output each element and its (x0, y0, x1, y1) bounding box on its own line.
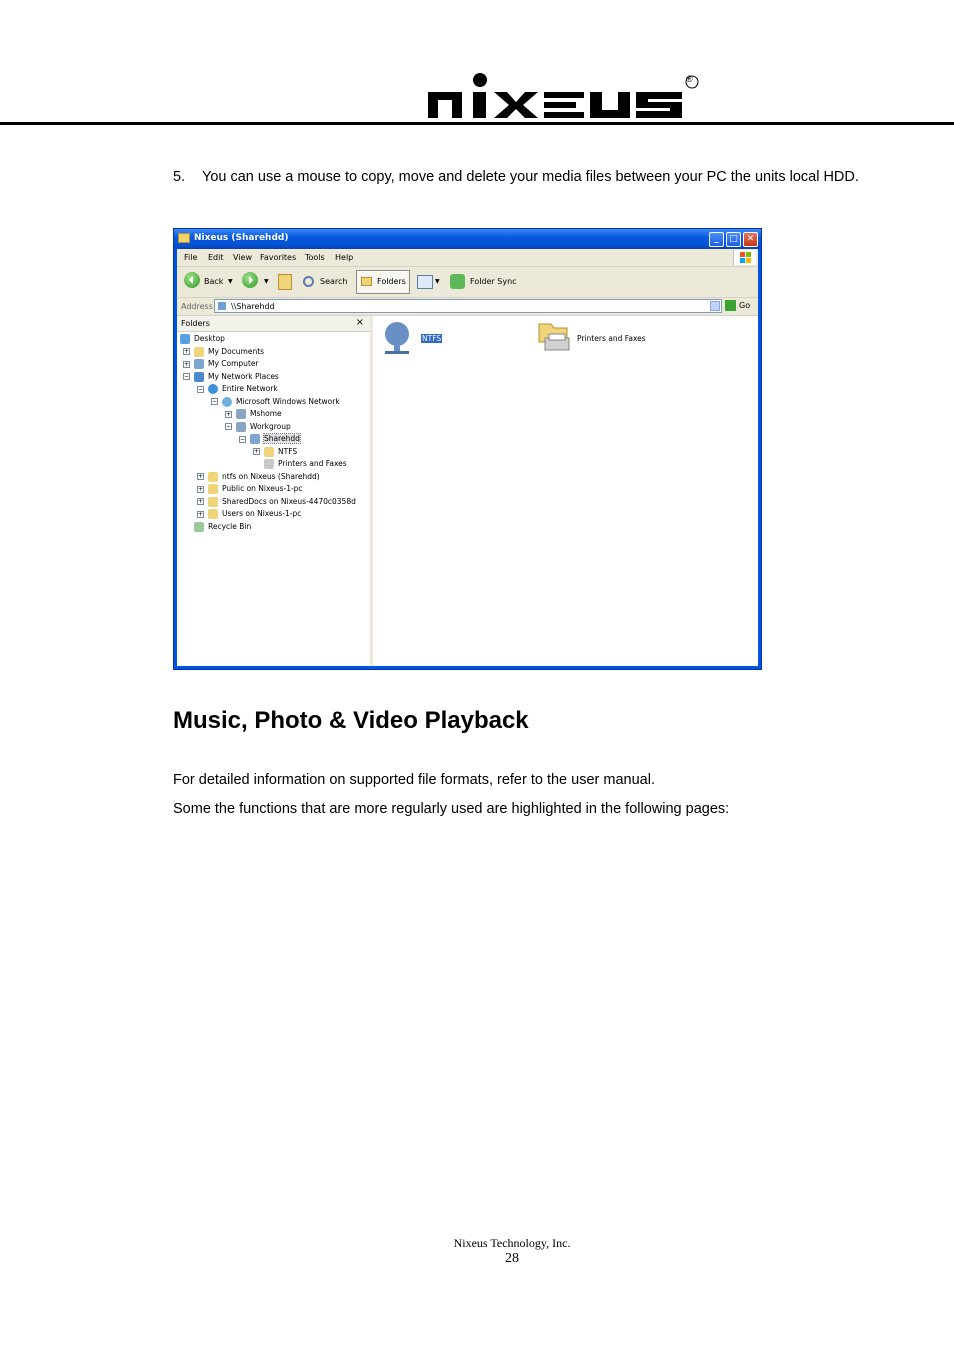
views-dropdown-icon[interactable]: ▼ (435, 278, 440, 285)
tree-item-workgroup[interactable] (225, 421, 291, 433)
maximize-button[interactable]: □ (726, 232, 741, 247)
tree-item-printers-and-faxes[interactable] (264, 458, 347, 470)
network-share-icon (208, 472, 218, 482)
tree-item-my-documents[interactable] (183, 346, 264, 358)
item-label: Printers and Faxes (577, 334, 646, 343)
address-dropdown-icon[interactable] (710, 301, 720, 311)
folder-icon (194, 347, 204, 357)
menu-view[interactable]: View (233, 253, 252, 262)
expand-icon[interactable]: + (184, 360, 190, 368)
tree-label: Sharehdd (264, 434, 300, 443)
contents-pane (373, 316, 758, 666)
tree-label: Workgroup (250, 421, 291, 431)
tree-label: ntfs on Nixeus (Sharehdd) (222, 471, 320, 481)
tree-item-sharehdd[interactable] (239, 433, 300, 445)
tree-label: SharedDocs on Nixeus-4470c0358d (222, 496, 356, 506)
printer-icon (537, 320, 571, 356)
tree-item-my-network-places[interactable] (183, 371, 279, 383)
title-bar[interactable] (174, 229, 761, 249)
tree-item-mshome[interactable] (225, 408, 282, 420)
toolbar (177, 267, 758, 298)
folders-icon (361, 277, 372, 286)
computer-icon (250, 434, 260, 444)
header-rule (0, 122, 954, 125)
address-bar (177, 298, 758, 316)
tree-label: Desktop (194, 334, 225, 343)
registered-mark: ® (686, 74, 693, 84)
explorer-window (173, 228, 762, 670)
tree-item-entire-network[interactable] (197, 383, 278, 395)
network-share-icon (208, 509, 218, 519)
tree-label: Microsoft Windows Network (236, 396, 340, 406)
shared-folder-icon (264, 447, 274, 457)
folders-button[interactable] (356, 270, 410, 294)
folder-sync-icon[interactable] (450, 274, 465, 289)
printer-icon (264, 459, 274, 469)
tree-label: My Documents (208, 346, 265, 356)
expand-icon[interactable]: + (198, 473, 204, 480)
step-paragraph (173, 163, 863, 192)
menu-favorites[interactable]: Favorites (260, 253, 297, 262)
expand-icon[interactable]: + (254, 448, 260, 455)
desktop-icon (180, 334, 190, 344)
menu-help[interactable]: Help (335, 253, 354, 262)
network-share-icon (208, 484, 218, 494)
tree-item-microsoft-windows-network[interactable] (211, 396, 340, 408)
back-arrow-icon[interactable] (184, 272, 200, 288)
section-paragraph-2: Some the functions that are more regularly used are highlighted in the following pages: (173, 801, 730, 817)
menu-bar (177, 249, 758, 267)
folders-pane (177, 316, 373, 666)
tree-item-ntfs[interactable] (253, 446, 297, 458)
tree-label: Mshome (250, 409, 282, 418)
computer-icon (194, 359, 204, 369)
address-input[interactable] (214, 299, 722, 313)
tree-label: Entire Network (222, 384, 278, 393)
tree-item-ntfs-on-nixeus[interactable] (197, 471, 320, 483)
tree-item-shareddocs[interactable] (197, 496, 356, 508)
folders-pane-title: Folders (181, 319, 210, 328)
folders-pane-header (177, 316, 370, 332)
go-label: Go (739, 301, 751, 310)
step-number: 5. (173, 169, 186, 185)
folder-icon (178, 233, 190, 243)
tree-item-recycle-bin[interactable] (194, 521, 251, 533)
section-paragraph-1: For detailed information on supported file formats, refer to the user manual. (173, 772, 655, 788)
collapse-icon[interactable]: − (226, 423, 232, 430)
tree-label: Printers and Faxes (278, 459, 347, 468)
expand-icon[interactable]: + (198, 498, 204, 505)
menu-edit[interactable]: Edit (208, 253, 224, 262)
expand-icon[interactable]: + (198, 510, 204, 518)
tree-label: My Computer (208, 359, 259, 368)
tree-item-desktop[interactable] (180, 333, 225, 345)
address-value: \\Sharehdd (231, 302, 275, 311)
folders-button-label: Folders (377, 277, 406, 286)
recycle-bin-icon (194, 522, 204, 532)
globe-icon (208, 384, 218, 394)
expand-icon[interactable]: + (198, 485, 204, 493)
tree-label: Users on Nixeus-1-pc (222, 509, 302, 518)
folder-sync-label[interactable]: Folder Sync (470, 277, 517, 286)
workgroup-icon (236, 422, 246, 432)
go-button[interactable] (725, 300, 750, 311)
collapse-icon[interactable]: − (198, 385, 204, 393)
close-pane-icon[interactable]: × (355, 317, 364, 328)
close-button[interactable]: ✕ (743, 232, 758, 247)
minimize-button[interactable]: _ (709, 232, 724, 247)
page-number: 28 (505, 1251, 519, 1266)
go-arrow-icon (725, 300, 736, 311)
search-button-label[interactable]: Search (320, 277, 348, 286)
footer-company: Nixeus Technology, Inc. (453, 1236, 571, 1250)
windows-network-icon (222, 397, 232, 407)
up-folder-icon[interactable] (278, 274, 292, 290)
window-title: Nixeus (Sharehdd) (194, 233, 289, 243)
back-button-label[interactable]: Back (204, 277, 224, 286)
nixeus-logo (424, 72, 700, 122)
tree-label: Recycle Bin (208, 521, 252, 531)
network-drive-icon (218, 302, 226, 310)
address-label: Address (181, 302, 213, 311)
item-label: NTFS (422, 334, 442, 343)
tree-label: NTFS (278, 446, 298, 456)
network-share-icon (381, 320, 415, 356)
workgroup-icon (236, 409, 246, 419)
tree-item-users-on-nixeus[interactable] (197, 508, 301, 520)
section-heading: Music, Photo & Video Playback (173, 707, 529, 734)
network-icon (194, 372, 204, 382)
forward-dropdown-icon[interactable]: ▼ (264, 278, 269, 285)
forward-arrow-icon[interactable] (242, 272, 258, 288)
step-text: You can use a mouse to copy, move and delete your media files between your PC the units local HDD. (202, 169, 859, 185)
collapse-icon[interactable]: − (184, 373, 190, 380)
menu-file[interactable]: File (184, 253, 198, 262)
menu-tools[interactable]: Tools (305, 253, 325, 262)
folder-icon (208, 497, 218, 507)
expand-icon[interactable]: + (184, 348, 190, 355)
collapse-icon[interactable]: − (240, 435, 246, 443)
back-dropdown-icon[interactable]: ▼ (228, 278, 233, 285)
tree-label: My Network Places (208, 371, 279, 381)
windows-logo-icon (733, 250, 756, 265)
tree-item-my-computer[interactable] (183, 358, 259, 370)
window-body (177, 249, 758, 666)
search-icon[interactable] (303, 276, 314, 287)
collapse-icon[interactable]: − (212, 398, 218, 405)
expand-icon[interactable]: + (226, 410, 232, 418)
tree-label: Public on Nixeus-1-pc (222, 484, 303, 493)
views-icon[interactable] (417, 275, 433, 289)
tree-item-public-on-nixeus[interactable] (197, 483, 303, 495)
